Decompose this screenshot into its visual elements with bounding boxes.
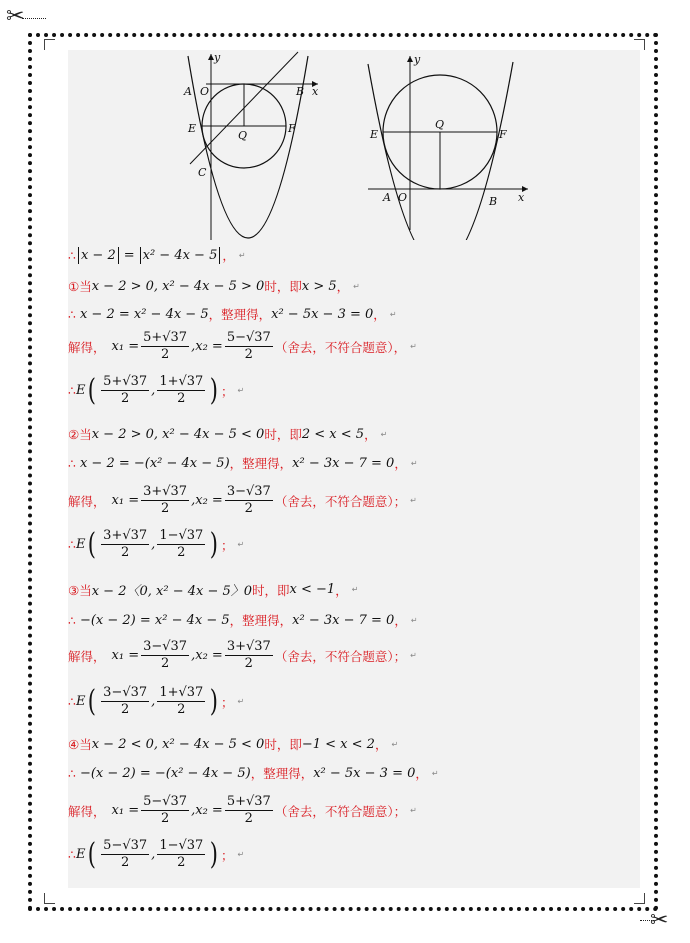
case-3-equation: ∴ −(x − 2) = x² − 4x − 5 ，整理得， x² − 3x − 7 = 0 ， ↵ (68, 612, 418, 628)
crop-mark-top-right (634, 39, 645, 50)
label-o: O (398, 191, 408, 204)
case-2-point-e: ∴ E ( $\frac{3+√37}{2}$ , $\frac{1-√37}{2}$ ) ； ↵ (68, 526, 245, 562)
label-x: x (518, 191, 525, 204)
figure-parabola (183, 51, 319, 240)
case-1-condition: ①当 x − 2 > 0, x² − 4x − 5 > 0 时，即 x > 5 ， ↵ (68, 278, 360, 294)
crop-mark-top-left (44, 39, 55, 50)
case-4-equation: ∴ −(x − 2) = −(x² − 4x − 5) ，整理得， x² − 5x − 3 = 0 ， ↵ (68, 765, 439, 781)
label-e: E (370, 128, 379, 141)
crop-mark-bottom-right (634, 893, 645, 904)
y-axis-arrow (407, 56, 413, 62)
figure-circle-tangent (368, 53, 528, 240)
crop-mark-bottom-left (44, 893, 55, 904)
case-4-solutions: 解得， x₁ = $\frac{5-√37}{2}$ , x₂ = $\frac{5+√37}{2}$ （舍去，不符合题意）； ↵ (68, 794, 417, 827)
case-1-solutions: 解得， x₁ = $\frac{5+√37}{2}$ , x₂ = $\frac{5-√37}{2}$ （舍去，不符合题意）， ↵ (68, 330, 417, 363)
case-4-condition: ④当 x − 2 < 0, x² − 4x − 5 < 0 时，即 −1 < x < 2 ， ↵ (68, 736, 399, 752)
case-2-solutions: 解得， x₁ = $\frac{3+√37}{2}$ , x₂ = $\frac{3-√37}{2}$ （舍去，不符合题意）； ↵ (68, 484, 417, 517)
label-c: C (198, 166, 207, 179)
label-f: F (288, 122, 296, 135)
label-b: B (489, 195, 498, 208)
label-o: O (200, 85, 210, 98)
label-x: x (312, 85, 319, 98)
abs-equation-line: ∴ x − 2 = x² − 4x − 5 ， ↵ (68, 247, 246, 263)
label-q: Q (238, 129, 248, 142)
case-1-equation: ∴ x − 2 = x² − 4x − 5 ，整理得， x² − 5x − 3 = 0 ， ↵ (68, 306, 397, 322)
label-y: y (214, 51, 221, 64)
label-b: B (296, 85, 305, 98)
cut-line (22, 18, 46, 19)
scissors-icon: ✂ (6, 4, 25, 29)
geometry-figures (178, 50, 658, 240)
label-e: E (188, 122, 197, 135)
label-f: F (499, 128, 507, 141)
case-3-point-e: ∴ E ( $\frac{3-√37}{2}$ , $\frac{1+√37}{2}$ ) ； ↵ (68, 683, 245, 719)
case-2-condition: ②当 x − 2 > 0, x² − 4x − 5 < 0 时，即 2 < x < 5 ， ↵ (68, 426, 388, 442)
label-a: A (383, 191, 391, 204)
label-q: Q (435, 118, 445, 131)
case-2-equation: ∴ x − 2 = −(x² − 4x − 5) ，整理得， x² − 3x − 7 = 0 ， ↵ (68, 455, 418, 471)
case-4-point-e: ∴ E ( $\frac{5-√37}{2}$ , $\frac{1-√37}{2}$ ) ； ↵ (68, 836, 245, 872)
case-3-condition: ③当 x − 2〈0, x² − 4x − 5〉0 时，即 x < −1 ， ↵ (68, 582, 359, 599)
case-1-point-e: ∴ E ( $\frac{5+√37}{2}$ , $\frac{1+√37}{2}$ ) ； ↵ (68, 372, 245, 408)
cut-line (640, 920, 654, 921)
scissors-icon: ✂ (650, 908, 669, 933)
label-a: A (184, 85, 192, 98)
case-3-solutions: 解得， x₁ = $\frac{3-√37}{2}$ , x₂ = $\frac{3+√37}{2}$ （舍去，不符合题意）； ↵ (68, 639, 417, 672)
label-y: y (414, 53, 421, 66)
